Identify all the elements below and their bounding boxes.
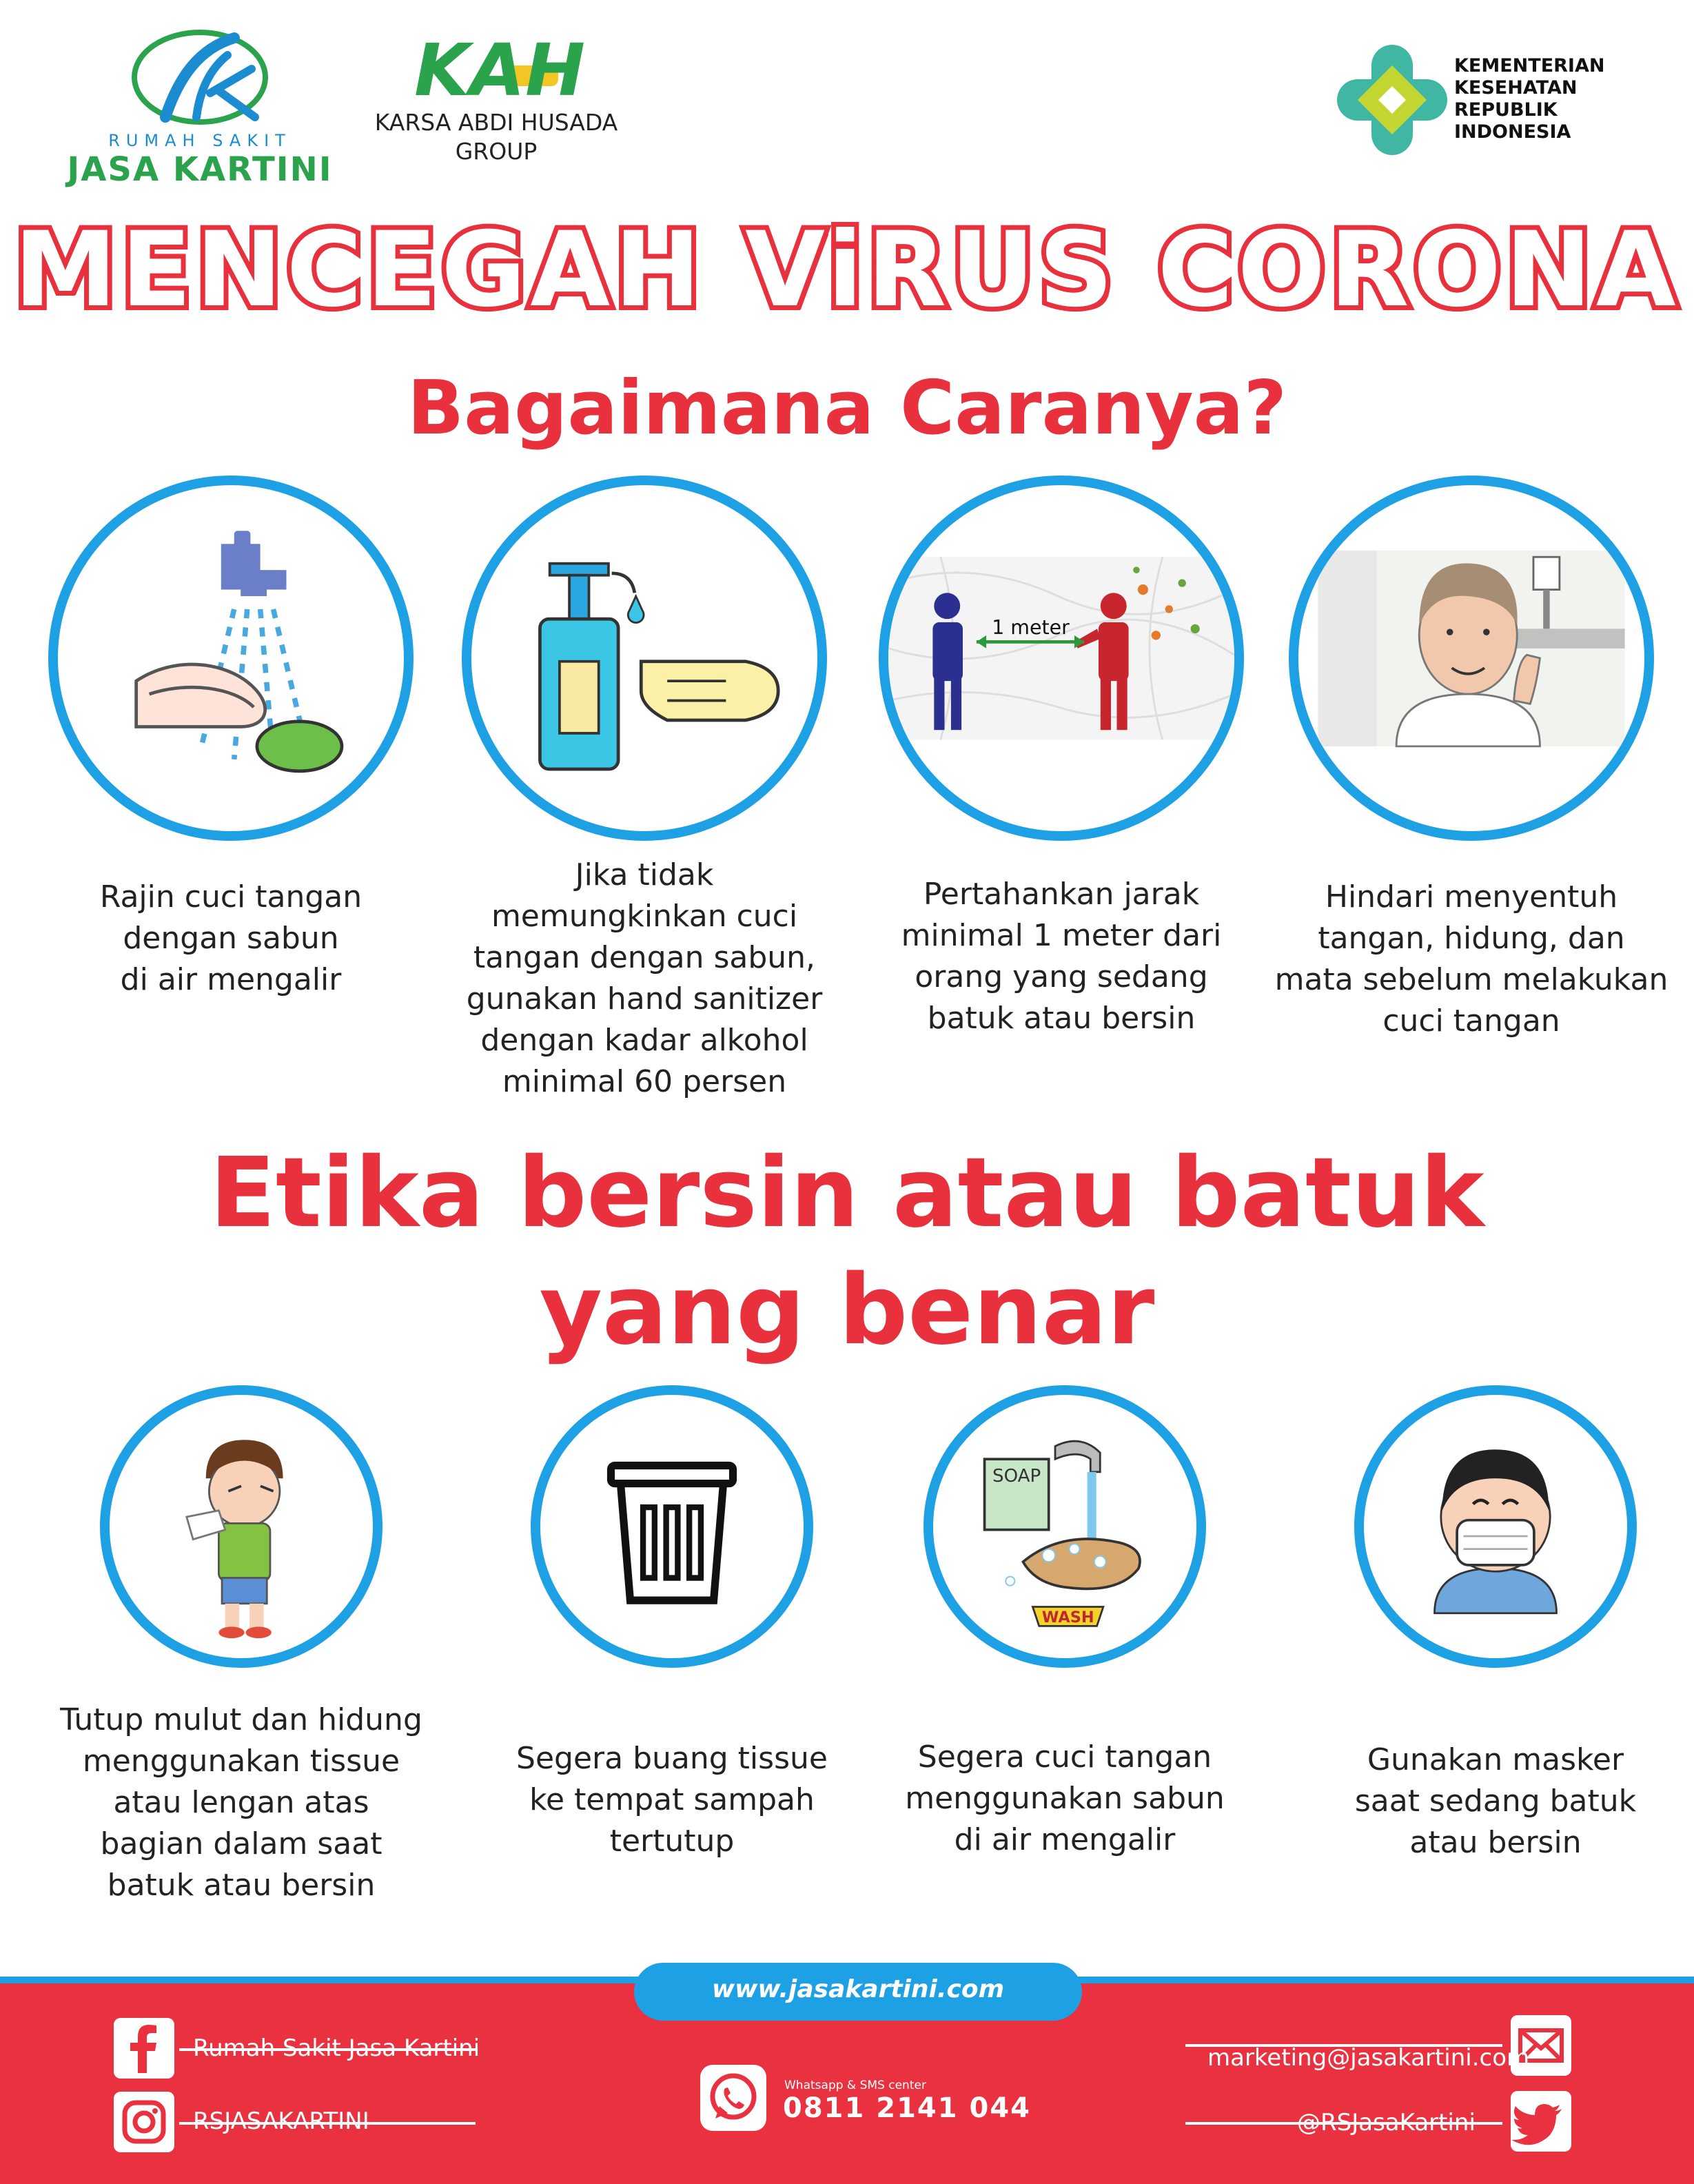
- tip-dispose-tissue-text: Segera buang tissue ke tempat sampah tertutup: [516, 1741, 828, 1859]
- wash-label: WASH: [1041, 1608, 1094, 1626]
- hand-washing-icon: [48, 476, 414, 841]
- face-touch-icon: [1289, 476, 1654, 841]
- tip-wear-mask-text: Gunakan masker saat sedang batuk atau bersin: [1354, 1742, 1637, 1860]
- ministry-line1: KEMENTERIAN: [1454, 55, 1605, 76]
- group-logo-line1: KARSA ABDI HUSADA: [374, 109, 618, 136]
- ministry-logo-text: [1454, 55, 1604, 143]
- twitter-handle[interactable]: @RSJasaKartini: [1297, 2109, 1476, 2136]
- soap-wash-icon: [923, 1385, 1206, 1668]
- facebook-handle[interactable]: Rumah Sakit Jasa Kartini: [193, 2034, 480, 2062]
- ministry-logo-mark-icon: [1337, 34, 1447, 172]
- sneezing-child-icon: [100, 1385, 382, 1668]
- soap-label: SOAP: [992, 1465, 1041, 1487]
- instagram-handle[interactable]: RSJASAKARTINI: [193, 2108, 369, 2135]
- main-title: MENCEGAH ViRUS CORONA: [14, 210, 1680, 330]
- tip-hand-sanitizer-text: Jika tidak memungkinkan cuci tangan dengan sabun, gunakan hand sanitizer dengan kadar alkohol minimal 60 persen: [466, 857, 823, 1099]
- group-logo-mark: KAH: [414, 34, 586, 103]
- ministry-logo: [1337, 34, 1661, 172]
- group-logo-line2: GROUP: [455, 138, 538, 165]
- whatsapp-label: Whatsapp & SMS center: [784, 2079, 926, 2092]
- ministry-line3: REPUBLIK: [1454, 99, 1558, 121]
- email-address[interactable]: marketing@jasakartini.com: [1207, 2044, 1530, 2072]
- website-link[interactable]: www.jasakartini.com: [711, 1975, 1005, 2003]
- twitter-icon[interactable]: [1511, 2091, 1571, 2152]
- trash-bin-icon: [531, 1385, 813, 1668]
- hospital-logo-name: JASA KARTINI: [67, 150, 333, 189]
- instagram-icon[interactable]: [114, 2092, 174, 2152]
- facebook-icon[interactable]: [114, 2018, 174, 2079]
- hospital-logo-mark-icon: [62, 28, 338, 131]
- etiquette-title-line1: Etika bersin atau batuk: [210, 1137, 1484, 1249]
- hospital-logo-small-text: RUMAH SAKIT: [108, 131, 292, 150]
- group-logo-mark-icon: [400, 34, 600, 103]
- distance-label: 1 meter: [992, 615, 1070, 639]
- hospital-logo: [62, 28, 338, 189]
- whatsapp-number[interactable]: 0811 2141 044: [783, 2092, 1032, 2124]
- etiquette-title-line2: yang benar: [539, 1254, 1155, 1367]
- ministry-line4: INDONESIA: [1454, 121, 1571, 143]
- tip-wash-hands-text: Segera cuci tangan menggunakan sabun di air mengalir: [905, 1739, 1225, 1857]
- tip-face-touch-text: Hindari menyentuh tangan, hidung, dan mata sebelum melakukan cuci tangan: [1274, 879, 1669, 1039]
- ministry-line2: KESEHATAN: [1454, 77, 1578, 99]
- social-distance-icon: [879, 476, 1244, 841]
- tip-cover-mouth-text: Tutup mulut dan hidung menggunakan tissue atau lengan atas bagian dalam saat batuk atau bersin: [60, 1702, 422, 1903]
- tip-hand-washing-text: Rajin cuci tangan dengan sabun di air mengalir: [99, 879, 363, 997]
- face-mask-icon: [1354, 1385, 1637, 1668]
- subtitle: Bagaimana Caranya?: [407, 365, 1287, 451]
- group-logo: [358, 34, 634, 172]
- whatsapp-icon[interactable]: [700, 2065, 766, 2131]
- hand-sanitizer-icon: [462, 476, 827, 841]
- tip-social-distance-text: Pertahankan jarak minimal 1 meter dari orang yang sedang batuk atau bersin: [901, 877, 1222, 1036]
